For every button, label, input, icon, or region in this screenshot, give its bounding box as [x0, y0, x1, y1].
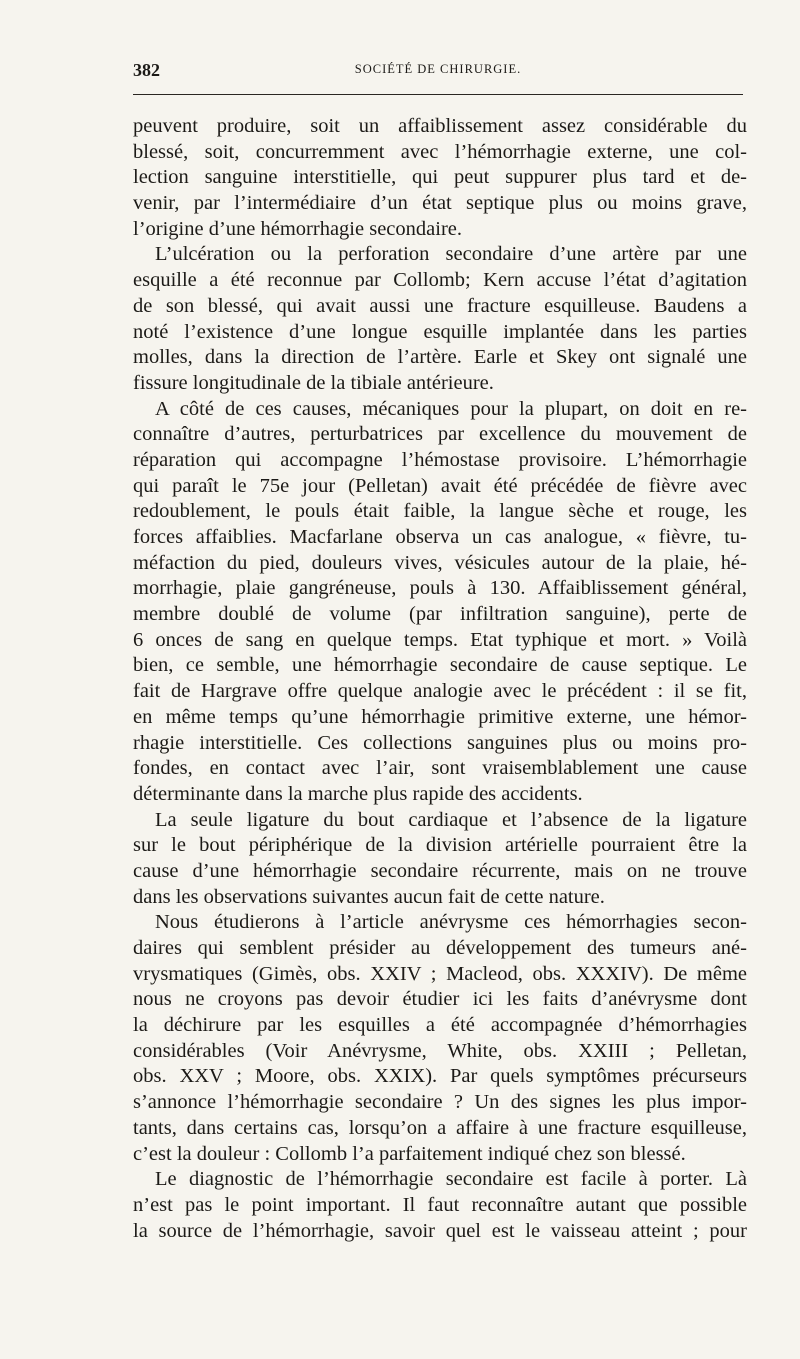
- text-line: en même temps qu’une hémorrhagie primitive externe, une hémor-: [133, 705, 747, 728]
- text-line: morrhagie, plaie gangréneuse, pouls à 130. Affaiblissement général,: [133, 577, 747, 600]
- text-line: dans les observations suivantes aucun fait de cette nature.: [133, 885, 605, 908]
- paragraph-first-line: Le diagnostic de l’hémorrhagie secondaire est facile à porter. Là: [155, 1168, 747, 1191]
- text-line: fondes, en contact avec l’air, sont vraisemblablement une cause: [133, 757, 747, 780]
- text-line: qui paraît le 75e jour (Pelletan) avait été précédée de fièvre avec: [133, 474, 747, 497]
- text-line: c’est la douleur : Collomb l’a parfaitement indiqué chez son blessé.: [133, 1142, 686, 1165]
- text-line: réparation qui accompagne l’hémostase provisoire. L’hémorrhagie: [133, 448, 747, 471]
- header-title: SOCIÉTÉ DE CHIRURGIE.: [354, 62, 522, 76]
- paragraph-first-line: Nous étudierons à l’article anévrysme ces hémorrhagies secon-: [155, 911, 747, 934]
- text-line: forces affaiblies. Macfarlane observa un cas analogue, « fièvre, tu-: [133, 526, 747, 548]
- text-line: daires qui semblent présider au développement des tumeurs ané-: [133, 937, 747, 959]
- paragraph-first-line: L’ulcération ou la perforation secondaire d’une artère par une: [155, 243, 747, 266]
- text-line: n’est pas le point important. Il faut reconnaître autant que possible: [133, 1193, 747, 1216]
- text-line: s’annonce l’hémorrhagie secondaire ? Un des signes les plus impor-: [133, 1091, 747, 1114]
- text-line: noté l’existence d’une longue esquille implantée dans les parties: [133, 320, 747, 343]
- text-line: redoublement, le pouls était faible, la langue sèche et rouge, les: [133, 500, 747, 523]
- text-line: peuvent produire, soit un affaiblissement assez considérable du: [133, 115, 747, 137]
- text-line: lection sanguine interstitielle, qui peut suppurer plus tard et de-: [133, 166, 747, 189]
- paragraph-first-line: A côté de ces causes, mécaniques pour la plupart, on doit en re-: [155, 397, 747, 420]
- text-line: vrysmatiques (Gimès, obs. XXIV ; Macleod, obs. XXXIV). De même: [133, 962, 747, 985]
- text-line: nous ne croyons pas devoir étudier ici les faits d’anévrysme dont: [133, 988, 747, 1011]
- text-line: la déchirure par les esquilles a été accompagnée d’hémorrhagies: [133, 1014, 747, 1037]
- text-line: de son blessé, qui avait aussi une fracture esquilleuse. Baudens a: [133, 294, 747, 317]
- text-line: la source de l’hémorrhagie, savoir quel est le vaisseau atteint ; pour: [133, 1219, 747, 1242]
- text-line: blessé, soit, concurremment avec l’hémorrhagie externe, une col-: [133, 140, 747, 163]
- text-line: considérables (Voir Anévrysme, White, obs. XXIII ; Pelletan,: [133, 1039, 747, 1062]
- text-line: fissure longitudinale de la tibiale antérieure.: [133, 371, 494, 394]
- text-line: rhagie interstitielle. Ces collections sanguines plus ou moins pro-: [133, 731, 747, 754]
- text-line: bien, ce semble, une hémorrhagie secondaire de cause septique. Le: [133, 654, 747, 677]
- text-line: connaître d’autres, perturbatrices par excellence du mouvement de: [133, 423, 747, 446]
- paragraph-first-line: La seule ligature du bout cardiaque et l’absence de la ligature: [155, 808, 747, 831]
- text-line: obs. XXV ; Moore, obs. XXIX). Par quels symptômes précurseurs: [133, 1065, 747, 1088]
- text-line: 6 onces de sang en quelque temps. Etat typhique et mort. » Voilà: [133, 628, 747, 651]
- text-line: déterminante dans la marche plus rapide des accidents.: [133, 782, 583, 805]
- running-header: [133, 60, 743, 84]
- text-line: tants, dans certains cas, lorsqu’on a affaire à une fracture esquilleuse,: [133, 1116, 747, 1139]
- text-line: méfaction du pied, douleurs vives, vésicules autour de la plaie, hé-: [133, 551, 747, 574]
- text-line: molles, dans la direction de l’artère. Earle et Skey ont signalé une: [133, 346, 747, 369]
- text-line: l’origine d’une hémorrhagie secondaire.: [133, 217, 463, 240]
- page-number: 382: [133, 60, 160, 80]
- text-line: sur le bout périphérique de la division artérielle pourraient être la: [133, 834, 747, 857]
- body-text: [133, 114, 747, 1244]
- text-line: fait de Hargrave offre quelque analogie avec le précédent : il se fit,: [133, 680, 747, 703]
- text-line: venir, par l’intermédiaire d’un état septique plus ou moins grave,: [133, 192, 747, 215]
- text-line: membre doublé de volume (par infiltration sanguine), perte de: [133, 603, 747, 626]
- text-line: cause d’une hémorrhagie secondaire récurrente, mais on ne trouve: [133, 859, 747, 882]
- header-rule: [133, 94, 743, 95]
- text-line: esquille a été reconnue par Collomb; Kern accuse l’état d’agitation: [133, 269, 747, 292]
